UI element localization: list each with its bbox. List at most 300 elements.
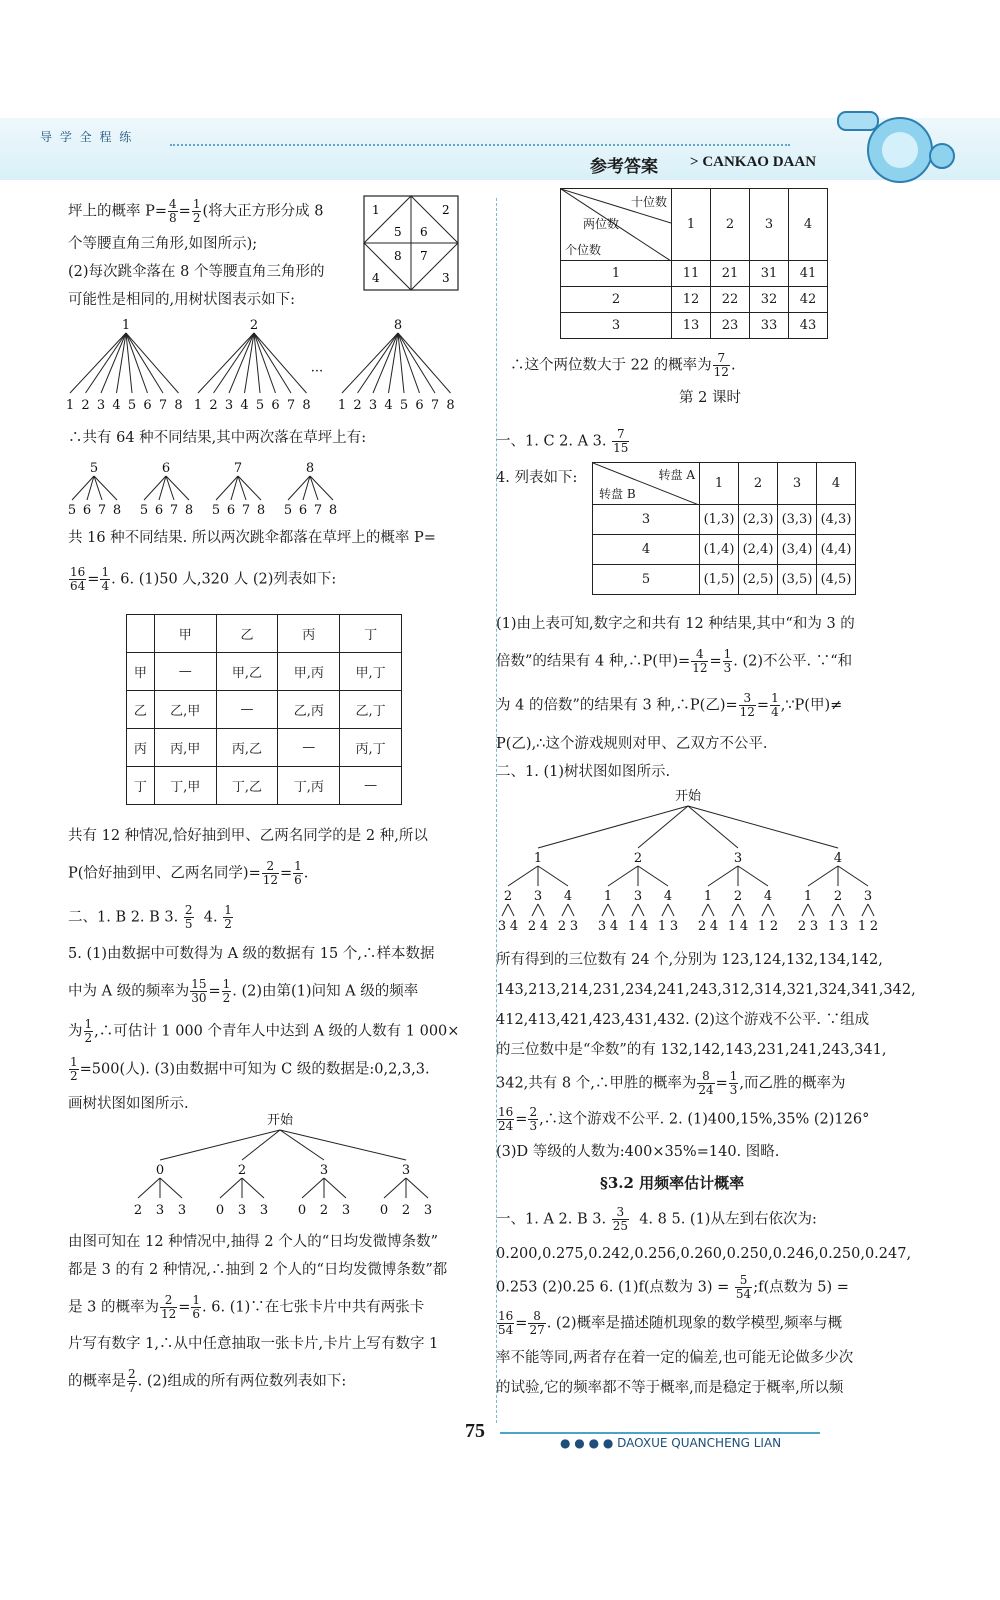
tree-leaf: 6 xyxy=(415,398,424,413)
tree-leaf: 8 xyxy=(112,503,122,518)
tree-leaf: 4 xyxy=(739,919,749,934)
tree-leaf: 3 xyxy=(569,919,579,934)
table-cell: (3,3) xyxy=(778,505,817,535)
row-header: 2 xyxy=(561,287,672,313)
col-header xyxy=(127,615,155,653)
right-line-8: 二、1. (1)树状图如图所示. xyxy=(496,764,671,780)
left-line-12: 中为 A 级的频率为 $\frac{15}{30}$ = $\frac{1}{2}$ . (2)由第(1)问知 A 级的频率 xyxy=(68,977,419,1005)
tree-branch xyxy=(662,904,668,916)
tree-leaf: 2 xyxy=(869,919,879,934)
tree-leaf: 4 xyxy=(384,398,393,413)
tree-leaf: 7 xyxy=(241,503,251,518)
tree-leaf: 7 xyxy=(286,398,296,413)
tree-branch xyxy=(608,904,614,916)
tree-leaf: 1 xyxy=(65,398,75,413)
col-header: 丁 xyxy=(340,615,402,653)
tree-start: 开始 xyxy=(266,1113,294,1128)
tree-branch xyxy=(838,866,868,886)
tree-leaf: 4 xyxy=(639,919,649,934)
tree-leaf: 1 xyxy=(627,919,637,934)
footer-rule xyxy=(500,1432,820,1434)
tree-branch xyxy=(220,1178,242,1198)
tree-branch xyxy=(373,333,398,393)
left-line-2: 个等腰直角三角形,如图所示); xyxy=(68,236,258,252)
left-line-15: 画树状图如图所示. xyxy=(68,1096,189,1112)
tree-branch xyxy=(562,904,568,916)
tree-branch xyxy=(768,904,774,916)
tree-branch xyxy=(602,904,608,916)
table-cell: 甲,丁 xyxy=(340,653,402,691)
tree-leaf: 8 xyxy=(328,503,338,518)
tree-node: 1 xyxy=(603,889,613,904)
tree-leaf: 6 xyxy=(143,398,152,413)
tree-branch xyxy=(508,904,514,916)
tree-leaf: 2 xyxy=(769,919,779,934)
square-num: 8 xyxy=(394,249,402,263)
table-cell: 丁,甲 xyxy=(154,767,216,805)
footer-series: ● ● ● ● DAOXUE QUANCHENG LIAN xyxy=(560,1436,782,1450)
tree-node: 3 xyxy=(401,1163,411,1178)
row-header: 4 xyxy=(593,535,700,565)
tree-branch xyxy=(166,476,189,500)
square-num: 4 xyxy=(372,271,380,285)
tree-branch xyxy=(802,904,808,916)
table-cell: (1,5) xyxy=(700,565,739,595)
tree-branch xyxy=(358,333,399,393)
table-cell: 32 xyxy=(750,287,789,313)
mascot-icon xyxy=(830,100,970,190)
table-cell: — xyxy=(278,729,340,767)
table-cell: — xyxy=(216,691,278,729)
tree-branch xyxy=(310,476,333,500)
section-title: 参考答案 xyxy=(590,157,658,177)
tree-node: 3 xyxy=(319,1163,329,1178)
tree-leaf: 5 xyxy=(399,398,409,413)
table-cell: (3,5) xyxy=(778,565,817,595)
tree-leaf: 4 xyxy=(112,398,121,413)
tree-leaf: 2 xyxy=(319,1203,329,1218)
right-line-6: 为 4 的倍数”的结果有 3 种,∴P(乙)= $\frac{3}{12}$ = $\frac{1}{4}$ ,∵P(甲)≠ xyxy=(496,691,843,719)
tree-node: 2 xyxy=(833,889,843,904)
right-line-12: 的三位数中是“伞数”的有 132,142,143,231,241,243,341, xyxy=(496,1042,887,1058)
tree-leaf: 3 xyxy=(423,1203,433,1218)
tree-leaf: 6 xyxy=(226,503,236,518)
header-two-digit: 两位数 xyxy=(583,217,620,231)
tree-branch xyxy=(808,904,814,916)
tree-node: 1 xyxy=(803,889,813,904)
tree-branch xyxy=(406,1178,428,1198)
left-line-9: P(恰好抽到甲、乙两名同学)= $\frac{2}{12}$ = $\frac{1}{6}$ . xyxy=(68,859,309,887)
tree-leaf: 4 xyxy=(240,398,249,413)
table-row xyxy=(561,287,828,313)
tree-leaf: 1 xyxy=(337,398,347,413)
table-cell: 12 xyxy=(672,287,711,313)
table-cell: 乙,丁 xyxy=(340,691,402,729)
table-cell: 丙,丁 xyxy=(340,729,402,767)
left-line-7: $\frac{16}{64}$ = $\frac{1}{4}$ . 6. (1)50 人,320 人 (2)列表如下: xyxy=(70,565,337,593)
left-line-3: (2)每次跳伞落在 8 个等腰直角三角形的 xyxy=(68,264,325,280)
right-line-7: P(乙),∴这个游戏规则对甲、乙双方不公平. xyxy=(496,736,768,752)
tree-leaf: 2 xyxy=(353,398,362,413)
table-cell: 丙,甲 xyxy=(154,729,216,767)
table-cell: 丁,丙 xyxy=(278,767,340,805)
col-header: 2 xyxy=(739,463,778,505)
square-triangles-diagram xyxy=(362,194,462,294)
tree-leaf: 3 xyxy=(259,1203,269,1218)
tree-leaf: 8 xyxy=(446,398,455,413)
tree-leaf: 1 xyxy=(657,919,667,934)
table-cell: (1,3) xyxy=(700,505,739,535)
right-line-4: (1)由上表可知,数字之和共有 12 种结果,其中“和为 3 的 xyxy=(496,616,855,632)
left-line-11: 5. (1)由数据中可数得为 A 级的数据有 15 个,∴样本数据 xyxy=(68,946,435,962)
tree-branch xyxy=(702,904,708,916)
square-num: 3 xyxy=(442,271,450,285)
tree-branch xyxy=(638,866,668,886)
tree-node: 3 xyxy=(533,889,543,904)
row-header: 乙 xyxy=(127,691,155,729)
square-num: 6 xyxy=(420,225,428,239)
tree-leaf: 3 xyxy=(96,398,106,413)
right-line-13: 342,共有 8 个,∴甲胜的概率为 $\frac{8}{24}$ = $\frac{1}{3}$ ,而乙胜的概率为 xyxy=(496,1069,846,1097)
tree-leaf: 5 xyxy=(283,503,293,518)
tree-leaf: 2 xyxy=(697,919,707,934)
tree-node: 3 xyxy=(633,889,643,904)
table-cell: — xyxy=(340,767,402,805)
left-line-6: 共 16 种不同结果. 所以两次跳伞都落在草坪上的概率 P= xyxy=(68,530,436,546)
right-line-5: 倍数”的结果有 4 种,∴P(甲)= $\frac{4}{12}$ = $\frac{1}{3}$ . (2)不公平. ∵“和 xyxy=(496,647,853,675)
tree-branch xyxy=(732,904,738,916)
tree-branch xyxy=(668,904,674,916)
right-line-19: $\frac{16}{54}$ = $\frac{8}{27}$ . (2)概率是描述随机现象的数学模型,频率与概 xyxy=(498,1309,843,1337)
tree-leaf: 6 xyxy=(82,503,92,518)
tree-leaf: 4 xyxy=(609,919,619,934)
tree-branch xyxy=(538,806,688,848)
tree-leaf: 7 xyxy=(313,503,323,518)
page-number: 75 xyxy=(465,1420,485,1442)
tree-branch xyxy=(160,1130,280,1160)
table-cell: 23 xyxy=(711,313,750,339)
tree-node: 2 xyxy=(503,889,513,904)
tree-leaf: 8 xyxy=(256,503,266,518)
tree-branch xyxy=(160,1178,182,1198)
table-cell: 42 xyxy=(789,287,828,313)
tree-leaf: 4 xyxy=(539,919,549,934)
header-spinner-b: 转盘 B xyxy=(599,487,636,501)
tree-node: 4 xyxy=(833,851,843,866)
right-line-14: $\frac{16}{24}$ = $\frac{2}{3}$ ,∴这个游戏不公平. 2. (1)400,15%,35% (2)126° xyxy=(498,1105,870,1133)
col-header: 2 xyxy=(711,189,750,261)
table-cell: 乙,甲 xyxy=(154,691,216,729)
table-cell: (2,3) xyxy=(739,505,778,535)
left-line-13: 为 $\frac{1}{2}$ ,∴可估计 1 000 个青年人中达到 A 级的人数有 1 000× xyxy=(68,1017,460,1045)
tree-node: 3 xyxy=(733,851,743,866)
col-header: 4 xyxy=(789,189,828,261)
tree-leaf: 2 xyxy=(133,1203,143,1218)
left-line-18: 是 3 的概率为 $\frac{2}{12}$ = $\frac{1}{6}$ . 6. (1)∵在七张卡片中共有两张卡 xyxy=(68,1293,425,1321)
tree-branch xyxy=(688,806,838,848)
tree-branch xyxy=(280,1130,324,1160)
right-line-2: 一、1. C 2. A 3. $\frac{7}{15}$ xyxy=(496,427,629,455)
tree-branch xyxy=(538,904,544,916)
left-line-17: 都是 3 的有 2 种情况,∴抽到 2 个人的“日均发微博条数”都 xyxy=(68,1262,448,1278)
tree-leaf: 2 xyxy=(81,398,90,413)
tree-branch xyxy=(832,904,838,916)
table-header-row xyxy=(127,615,402,653)
tree-leaf: 8 xyxy=(302,398,311,413)
tree-branch xyxy=(862,904,868,916)
tree-branch xyxy=(86,333,127,393)
table-diagonal-header xyxy=(561,189,672,261)
header-spinner-a: 转盘 A xyxy=(658,468,695,482)
table-cell: (4,3) xyxy=(817,505,856,535)
tree-leaf: 7 xyxy=(97,503,107,518)
tree-leaf: 7 xyxy=(169,503,179,518)
two-digit-table xyxy=(560,188,828,339)
col-header: 丙 xyxy=(278,615,340,653)
tree-node: 1 xyxy=(533,851,543,866)
right-line-3: 4. 列表如下: xyxy=(496,470,578,486)
col-header: 乙 xyxy=(216,615,278,653)
tree-branch xyxy=(302,1178,324,1198)
left-line-8: 共有 12 种情况,恰好抽到甲、乙两名同学的是 2 种,所以 xyxy=(68,828,428,844)
tree-node: 2 xyxy=(237,1163,247,1178)
square-num: 2 xyxy=(442,203,450,217)
right-line-21: 的试验,它的频率都不等于概率,而是稳定于概率,所以频 xyxy=(496,1380,844,1396)
square-num: 7 xyxy=(420,249,428,263)
right-line-20: 率不能等同,两者存在着一定的偏差,也可能无论做多少次 xyxy=(496,1350,854,1366)
table-cell: 31 xyxy=(750,261,789,287)
right-line-17: 0.200,0.275,0.242,0.256,0.260,0.250,0.246,0.250,0.247, xyxy=(496,1246,912,1262)
tree-branch xyxy=(808,866,838,886)
tree-root: 7 xyxy=(233,461,243,476)
tree-diagram-16 xyxy=(62,460,402,520)
tree-branch xyxy=(238,476,261,500)
series-name: 导 学 全 程 练 xyxy=(40,130,134,144)
tree-branch xyxy=(214,333,255,393)
tree-branch xyxy=(838,904,844,916)
tree-leaf: 1 xyxy=(757,919,767,934)
left-line-5: ∴共有 64 种不同结果,其中两次落在草坪上有: xyxy=(68,430,367,446)
tree-leaf: 7 xyxy=(158,398,168,413)
tree-node: 4 xyxy=(663,889,673,904)
left-line-14: $\frac{1}{2}$ =500(人). (3)由数据中可知为 C 级的数据是:0,2,3,3. xyxy=(70,1055,430,1083)
table-cell: 甲,乙 xyxy=(216,653,278,691)
header-units: 个位数 xyxy=(565,243,602,257)
tree-leaf: 3 xyxy=(669,919,679,934)
tree-leaf: 2 xyxy=(527,919,537,934)
table-cell: 丁,乙 xyxy=(216,767,278,805)
table-row xyxy=(127,729,402,767)
tree-branch xyxy=(868,904,874,916)
table-cell: 13 xyxy=(672,313,711,339)
table-cell: 22 xyxy=(711,287,750,313)
tree-start: 开始 xyxy=(674,789,702,804)
table-cell: 丙,乙 xyxy=(216,729,278,767)
tree-branch xyxy=(126,333,179,393)
section-subtitle: > CANKAO DAAN xyxy=(690,154,817,170)
row-header: 丙 xyxy=(127,729,155,767)
tree-leaf: 8 xyxy=(174,398,183,413)
tree-root: 2 xyxy=(249,318,259,333)
tree-leaf: 3 xyxy=(155,1203,165,1218)
col-header: 1 xyxy=(700,463,739,505)
tree-leaf: 6 xyxy=(271,398,280,413)
table-cell: 21 xyxy=(711,261,750,287)
tree-leaf: 1 xyxy=(857,919,867,934)
tree-leaf: 2 xyxy=(797,919,807,934)
tree-leaf: 6 xyxy=(298,503,308,518)
tree-branch xyxy=(608,866,638,886)
table-row xyxy=(593,505,856,535)
tree-branch xyxy=(229,333,254,393)
tree-node: 3 xyxy=(863,889,873,904)
right-line-11: 412,413,421,423,431,432. (2)这个游戏不公平. ∵组成 xyxy=(496,1012,870,1028)
row-header: 1 xyxy=(561,261,672,287)
tree-node: 2 xyxy=(633,851,643,866)
tree-leaf: 1 xyxy=(727,919,737,934)
table-row xyxy=(127,691,402,729)
tree-leaf: 8 xyxy=(184,503,194,518)
tree-leaf: 5 xyxy=(127,398,137,413)
square-num: 5 xyxy=(394,225,402,239)
tree-diagram-three-digit xyxy=(484,786,904,936)
col-header: 1 xyxy=(672,189,711,261)
tree-branch xyxy=(738,904,744,916)
tree-leaf: 0 xyxy=(297,1203,307,1218)
table-cell: (1,4) xyxy=(700,535,739,565)
tree-branch xyxy=(632,904,638,916)
tree-branch xyxy=(762,904,768,916)
tree-leaf: 3 xyxy=(177,1203,187,1218)
tree-leaf: 1 xyxy=(827,919,837,934)
tree-diagram-c-level xyxy=(110,1110,450,1220)
tree-leaf: 5 xyxy=(211,503,221,518)
table-row xyxy=(127,653,402,691)
tree-root: 8 xyxy=(305,461,315,476)
table-row xyxy=(593,565,856,595)
tree-branch xyxy=(94,476,117,500)
tree-branch xyxy=(138,1178,160,1198)
tree-root: 8 xyxy=(393,318,403,333)
tree-leaf: 2 xyxy=(209,398,218,413)
col-header: 甲 xyxy=(154,615,216,653)
tree-branch xyxy=(324,1178,346,1198)
right-line-9: 所有得到的三位数有 24 个,分别为 123,124,132,134,142, xyxy=(496,952,883,968)
table-row xyxy=(561,313,828,339)
tree-branch xyxy=(532,904,538,916)
row-header: 3 xyxy=(593,505,700,535)
left-line-16: 由图可知在 12 种情况中,抽得 2 个人的“日均发微博条数” xyxy=(68,1234,439,1250)
right-line-15: (3)D 等级的人数为:400×35%=140. 图略. xyxy=(496,1144,780,1160)
tree-leaf: 2 xyxy=(557,919,567,934)
tree-branch xyxy=(568,904,574,916)
tree-leaf: 3 xyxy=(809,919,819,934)
header-tens: 十位数 xyxy=(630,195,667,209)
col-header: 3 xyxy=(750,189,789,261)
tree-leaf: 3 xyxy=(497,919,507,934)
tree-leaf: 3 xyxy=(368,398,378,413)
table-cell: 11 xyxy=(672,261,711,287)
tree-leaf: 4 xyxy=(709,919,719,934)
header-divider xyxy=(170,144,790,146)
table-cell: (2,4) xyxy=(739,535,778,565)
tree-leaf: 7 xyxy=(430,398,440,413)
square-num: 1 xyxy=(372,203,380,217)
table-cell: — xyxy=(154,653,216,691)
tree-leaf: 1 xyxy=(193,398,203,413)
tree-branch xyxy=(638,904,644,916)
table-cell: 乙,丙 xyxy=(278,691,340,729)
lesson-title: 第 2 课时 xyxy=(679,390,741,406)
tree-diagram-64 xyxy=(62,315,472,415)
tree-leaf: 3 xyxy=(341,1203,351,1218)
tree-root: 5 xyxy=(89,461,99,476)
tree-node: 4 xyxy=(763,889,773,904)
tree-branch xyxy=(738,866,768,886)
ellipsis: ··· xyxy=(310,364,324,379)
right-line-18: 0.253 (2)0.25 6. (1)f(点数为 3) = $\frac{5}{54}$ ;f(点数为 5) = xyxy=(496,1273,849,1301)
tree-node: 1 xyxy=(703,889,713,904)
tree-leaf: 5 xyxy=(67,503,77,518)
tree-branch xyxy=(280,1130,406,1160)
table-row xyxy=(593,535,856,565)
tree-branch xyxy=(508,866,538,886)
row-header: 丁 xyxy=(127,767,155,805)
tree-branch xyxy=(708,904,714,916)
table-cell: (4,5) xyxy=(817,565,856,595)
table-row xyxy=(127,767,402,805)
tree-branch xyxy=(688,806,738,848)
tree-node: 2 xyxy=(733,889,743,904)
table-cell: 43 xyxy=(789,313,828,339)
table-cell: (2,5) xyxy=(739,565,778,595)
row-header: 甲 xyxy=(127,653,155,691)
right-line-16: 一、1. A 2. B 3. $\frac{3}{25}$ 4. 8 5. (1)从左到右依次为: xyxy=(496,1205,817,1233)
right-line-10: 143,213,214,231,234,241,243,312,314,321,324,341,342, xyxy=(496,982,916,998)
tree-leaf: 3 xyxy=(224,398,234,413)
tree-leaf: 5 xyxy=(139,503,149,518)
tree-branch xyxy=(398,333,451,393)
tree-branch xyxy=(502,904,508,916)
table-cell: 33 xyxy=(750,313,789,339)
tree-root: 1 xyxy=(121,318,131,333)
tree-branch xyxy=(242,1178,264,1198)
spinner-table xyxy=(592,462,856,595)
tree-node: 4 xyxy=(563,889,573,904)
tree-root: 6 xyxy=(161,461,171,476)
left-line-1: 坪上的概率 P= $\frac{4}{8}$ = $\frac{1}{2}$ (将大正方形分成 8 xyxy=(68,197,324,225)
pair-table xyxy=(126,614,402,805)
tree-leaf: 6 xyxy=(154,503,164,518)
tree-leaf: 0 xyxy=(379,1203,389,1218)
table-cell: 甲,丙 xyxy=(278,653,340,691)
tree-leaf: 4 xyxy=(509,919,519,934)
tree-leaf: 3 xyxy=(597,919,607,934)
tree-branch xyxy=(384,1178,406,1198)
tree-branch xyxy=(638,806,688,848)
left-line-10: 二、1. B 2. B 3. $\frac{2}{5}$ 4. $\frac{1}{2}$ xyxy=(68,903,232,931)
section-3-2-title: §3.2 用频率估计概率 xyxy=(600,1174,745,1192)
row-header: 5 xyxy=(593,565,700,595)
tree-leaf: 0 xyxy=(215,1203,225,1218)
left-line-20: 的概率是 $\frac{2}{7}$ . (2)组成的所有两位数列表如下: xyxy=(68,1367,347,1395)
table-cell: 41 xyxy=(789,261,828,287)
col-header: 3 xyxy=(778,463,817,505)
row-header: 3 xyxy=(561,313,672,339)
col-header: 4 xyxy=(817,463,856,505)
tree-branch xyxy=(538,866,568,886)
left-line-4: 可能性是相同的,用树状图表示如下: xyxy=(68,292,295,308)
